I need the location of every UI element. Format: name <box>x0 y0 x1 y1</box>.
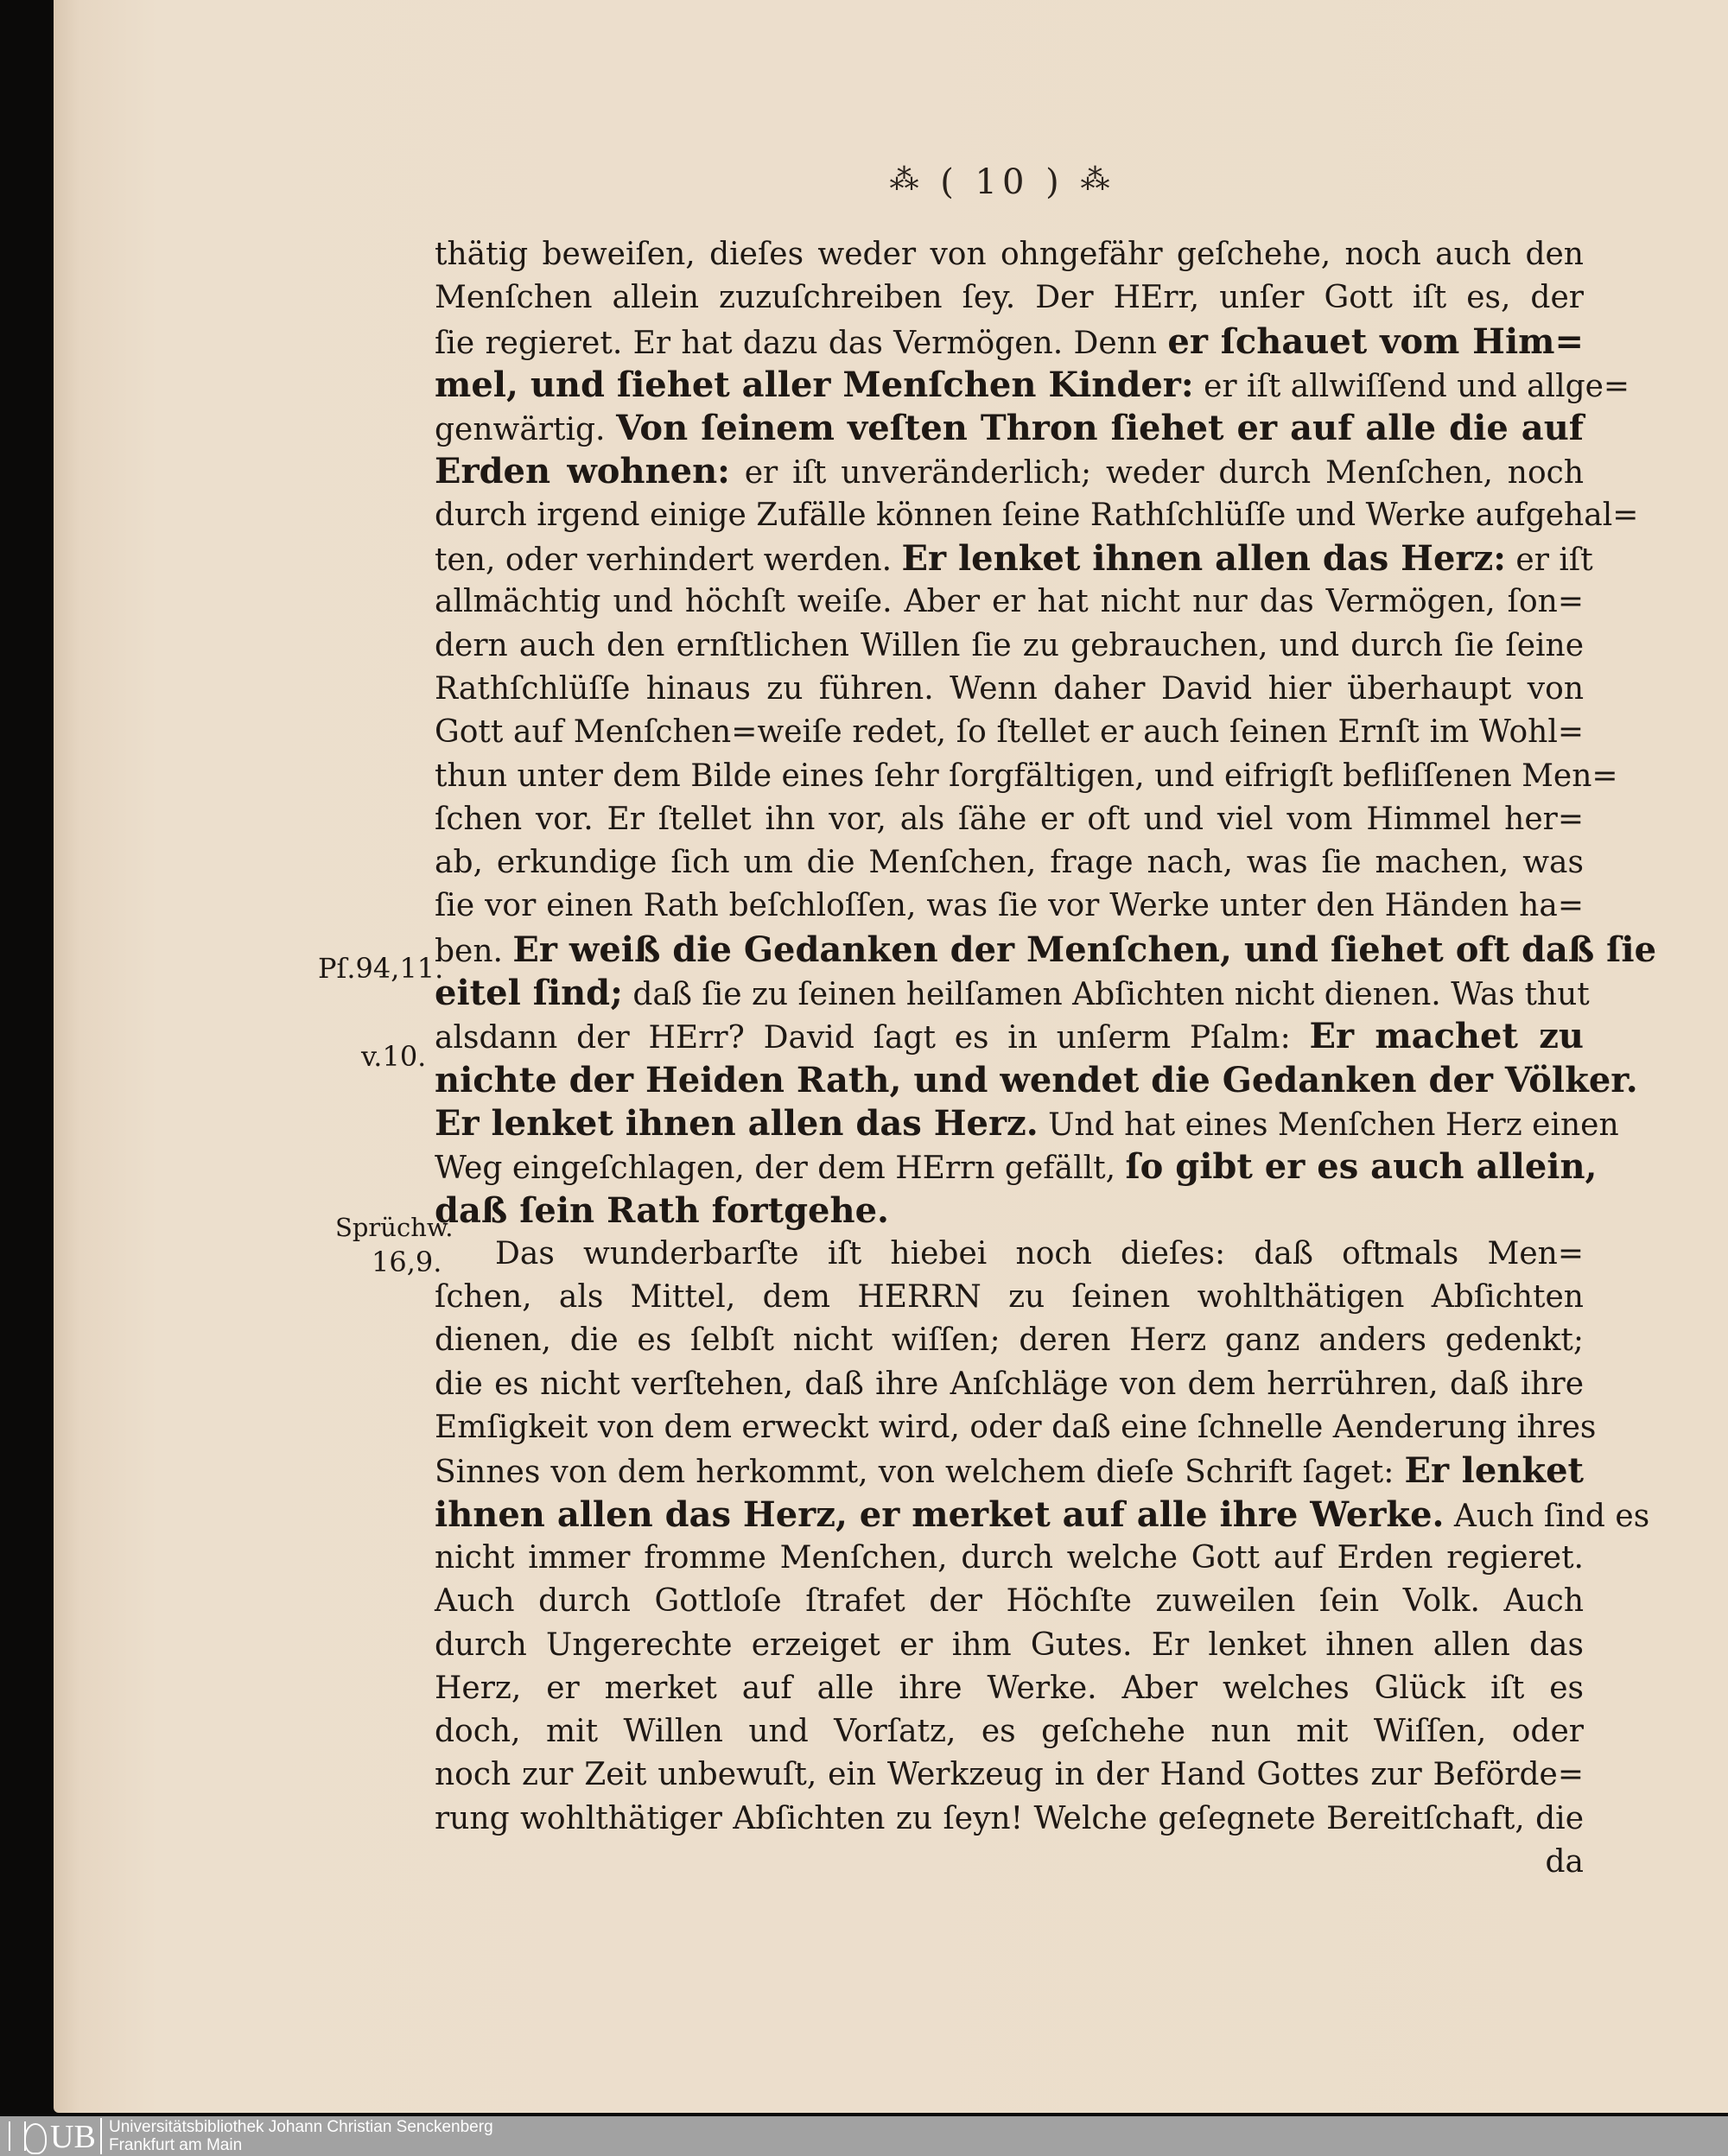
text-line <box>435 1015 1584 1058</box>
text-line <box>435 1798 1584 1841</box>
text-segment: dienen, die es ſelbſt nicht wiſſen; deren Herz ganz anders gedenkt; <box>435 1322 1584 1359</box>
page-number: ( 10 ) <box>940 162 1064 202</box>
text-segment: dern auch den ernſtlichen Willen ſie zu gebrauchen, und durch ſie ſeine <box>435 627 1584 663</box>
emphasized-text: Er lenket ihnen allen das Herz. <box>435 1102 1039 1144</box>
body-text <box>435 233 1657 1884</box>
text-segment: ſie regieret. Er hat dazu das Vermögen. Denn <box>435 325 1168 361</box>
text-line <box>435 885 1584 928</box>
text-line <box>435 841 1584 885</box>
text-line <box>435 1145 1598 1189</box>
text-line <box>435 1710 1584 1753</box>
emphasized-text: Er machet zu <box>1309 1016 1585 1057</box>
emphasized-text: mel, und ſiehet aller Menſchen Kinder: <box>435 364 1194 405</box>
emphasized-text: ihnen allen das Herz, er merket auf alle ihre Werke. <box>435 1493 1445 1535</box>
institution-city: Frankfurt am Main <box>109 2136 243 2154</box>
text-segment: die es nicht verſtehen, daß ihre Anſchläge von dem herrühren, daß ihre <box>435 1366 1584 1402</box>
text-segment: noch zur Zeit unbewuſt, ein Werkzeug in der Hand Gottes zur Beförde= <box>435 1757 1584 1793</box>
text-line <box>435 1753 1584 1797</box>
text-line <box>435 1363 1584 1406</box>
margin-note-reference: 16,9. <box>372 1246 442 1278</box>
logo-bars-icon <box>9 2121 26 2151</box>
text-line <box>435 668 1584 711</box>
emphasized-text: Er lenket ihnen allen das Herz: <box>901 538 1506 580</box>
emphasized-text: Er weiß die Gedanken der Menſchen, und ſiehet oft daß ſie <box>512 929 1657 970</box>
emphasized-text: eitel ſind; <box>435 973 623 1014</box>
text-line <box>435 1449 1584 1493</box>
institution-name: Universitätsbibliothek Johann Christian Senckenberg <box>109 2118 493 2136</box>
margin-note-proverbs: Sprüchw. <box>335 1213 454 1242</box>
footer-text <box>109 2118 493 2154</box>
catchword: da <box>1545 1843 1584 1880</box>
text-segment: nicht immer fromme Menſchen, durch welche Gott auf Erden regieret. <box>435 1539 1584 1576</box>
text-line <box>435 1059 1638 1102</box>
text-segment: Gott auf Menſchen=weiſe redet, ſo ſtellet er auch ſeinen Ernſt im Wohl= <box>435 714 1584 751</box>
text-line <box>435 625 1584 668</box>
text-segment: Weg eingeſchlagen, der dem HErrn gefällt, <box>435 1151 1126 1187</box>
text-line <box>435 755 1618 798</box>
text-segment: Emſigkeit von dem erweckt wird, oder daß eine ſchnelle Aenderung ihres <box>435 1410 1597 1446</box>
emphasized-text: Erden wohnen: <box>435 451 730 492</box>
text-line <box>435 494 1639 537</box>
text-line <box>435 276 1584 320</box>
text-segment: rung wohlthätiger Abſichten zu ſeyn! Welche geſegnete Bereitſchaft, die <box>435 1800 1584 1836</box>
text-line <box>435 1667 1584 1710</box>
text-segment: Herz, er merket auf alle ihre Werke. Aber welches Glück iſt es <box>435 1670 1584 1706</box>
text-segment: Und hat eines Menſchen Herz einen <box>1038 1107 1619 1143</box>
text-segment: allmächtig und höchſt weiſe. Aber er hat nicht nur das Vermögen, ſon= <box>435 584 1584 620</box>
emphasized-text: er ſchauet vom Him= <box>1167 320 1584 362</box>
text-line <box>435 1406 1597 1449</box>
margin-note-psalm: Pſ.94,11. <box>318 952 444 985</box>
text-line <box>435 1276 1584 1319</box>
text-line <box>435 1537 1584 1580</box>
text-line <box>435 580 1584 624</box>
text-segment: Auch durch Gottloſe ſtrafet der Höchſte zuweilen ſein Volk. Auch <box>435 1583 1584 1620</box>
text-segment: durch Ungerechte erzeiget er ihm Gutes. Er lenket ihnen allen das <box>435 1627 1584 1663</box>
text-segment: thätig beweiſen, dieſes weder von ohngefähr geſchehe, noch auch den <box>435 237 1584 272</box>
text-segment: thun unter dem Bilde eines ſehr ſorgfältigen, und eifrigſt befliſſenen Men= <box>435 758 1618 794</box>
text-segment: doch, mit Willen und Vorſatz, es geſchehe nun mit Wiſſen, oder <box>435 1714 1584 1750</box>
text-line <box>435 537 1593 580</box>
text-segment: ſchen vor. Er ſtellet ihn vor, als ſähe er oft und viel vom Himmel her= <box>435 801 1584 837</box>
ornament-stars-icon: ⁂ <box>889 162 924 197</box>
page-header <box>847 162 1158 202</box>
text-line <box>435 798 1584 841</box>
text-line <box>435 1580 1584 1623</box>
emphasized-text: Von ſeinem veſten Thron ſiehet er auf alle die auf <box>616 408 1585 449</box>
text-line <box>435 1102 1619 1145</box>
text-segment: Rathſchlüſſe hinaus zu führen. Wenn daher David hier überhaupt von <box>435 670 1584 707</box>
text-segment: er iſt allwiſſend und allge= <box>1193 368 1630 404</box>
text-segment: Sinnes von dem herkommt, von welchem dieſe Schrift ſaget: <box>435 1455 1405 1491</box>
text-line <box>435 450 1584 493</box>
text-line <box>435 1493 1650 1537</box>
text-segment: ſchen, als Mittel, dem HERRN zu ſeinen wohlthätigen Abſichten <box>435 1279 1584 1316</box>
text-segment: er iſt unveränderlich; weder durch Menſchen, noch <box>729 455 1585 491</box>
text-line <box>435 972 1590 1015</box>
text-line <box>435 364 1630 407</box>
text-segment: er iſt <box>1505 542 1593 579</box>
margin-note-verse: v.10. <box>361 1040 427 1073</box>
text-line <box>435 407 1584 450</box>
text-segment: daß ſie zu ſeinen heilſamen Abſichten nicht dienen. Was thut <box>622 977 1590 1013</box>
emphasized-text: daß ſein Rath fortgehe. <box>435 1189 889 1231</box>
text-segment: genwärtig. <box>435 412 617 448</box>
text-line <box>435 320 1584 364</box>
text-line <box>435 1319 1584 1362</box>
text-segment: Auch ſind es <box>1444 1498 1650 1534</box>
text-line <box>435 1624 1584 1667</box>
text-line <box>435 1189 1584 1233</box>
emphasized-text: ſo gibt er es auch allein, <box>1125 1146 1598 1188</box>
text-segment: ab, erkundige ſich um die Menſchen, frage nach, was ſie machen, was <box>435 845 1584 881</box>
text-line <box>435 1233 1584 1276</box>
text-line <box>435 929 1657 972</box>
logo-portrait-icon <box>24 2123 47 2154</box>
text-segment: durch irgend einige Zufälle können ſeine Rathſchlüſſe und Werke aufgehal= <box>435 497 1639 533</box>
text-segment: ſie vor einen Rath beſchloſſen, was ſie vor Werke unter den Händen ha= <box>435 888 1584 924</box>
emphasized-text: nichte der Heiden Rath, und wendet die Gedanken der Völker. <box>435 1059 1638 1100</box>
ornament-stars-icon: ⁂ <box>1080 162 1115 197</box>
text-segment: Das wunderbarſte iſt hiebei noch dieſes: daß oftmals Men= <box>495 1235 1584 1271</box>
text-segment: ben. <box>435 933 513 969</box>
text-line <box>435 233 1584 276</box>
text-segment: alsdann der HErr? David ſagt es in unſerm Pſalm: <box>435 1020 1310 1056</box>
logo-text: UB <box>50 2119 96 2155</box>
emphasized-text: Er lenket <box>1404 1450 1584 1492</box>
library-footer <box>0 2116 1728 2156</box>
text-line <box>435 711 1584 754</box>
text-segment: ten, oder verhindert werden. <box>435 542 902 579</box>
library-logo <box>5 2118 102 2154</box>
text-segment: Menſchen allein zuzuſchreiben ſey. Der HErr, unſer Gott iſt es, der <box>435 280 1584 316</box>
